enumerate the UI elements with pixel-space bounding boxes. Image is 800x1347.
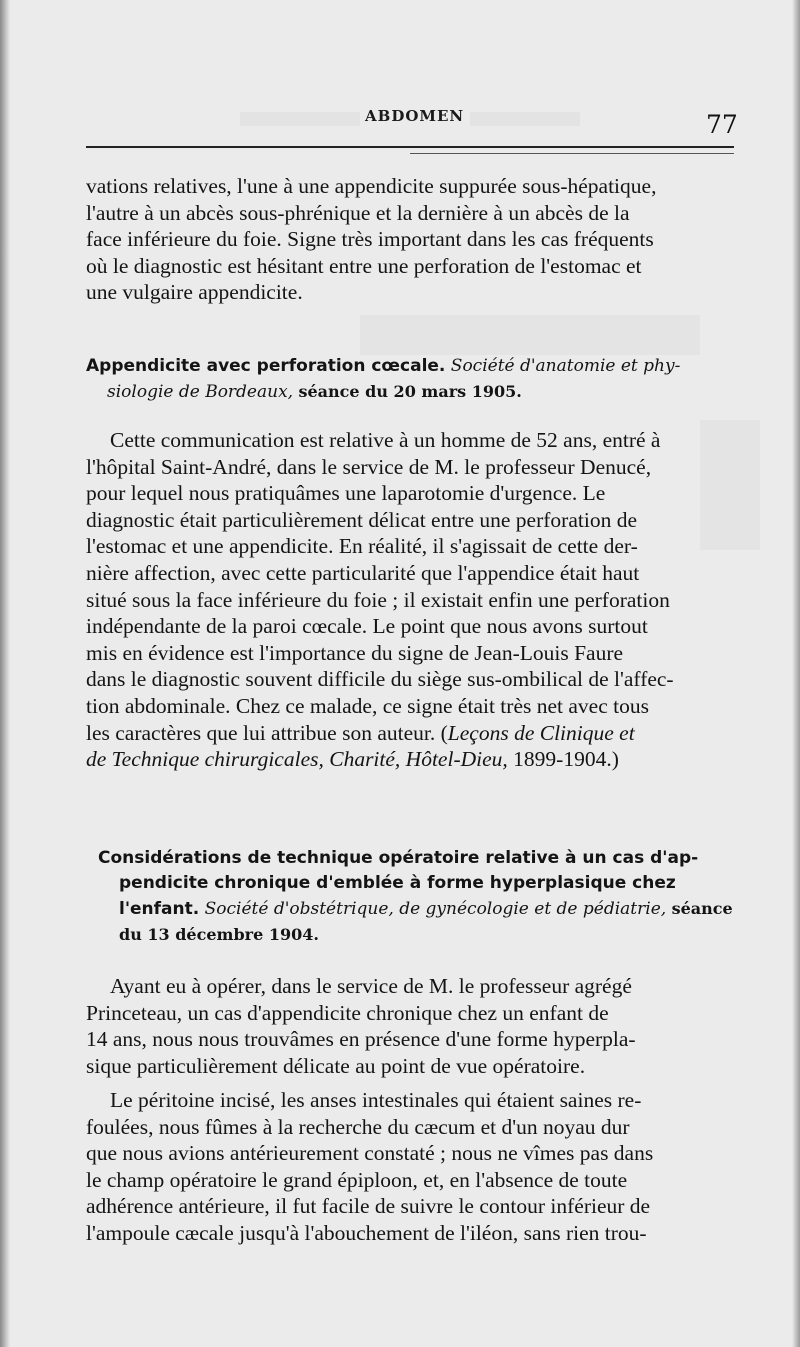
text-line: où le diagnostic est hésitant entre une perforation de l'estomac et (86, 253, 642, 278)
paragraph-2 (86, 973, 740, 1079)
entry-title: pendicite chronique d'emblée à forme hyperplasique chez (119, 873, 676, 893)
text-line: que nous avions antérieurement constaté ; nous ne vîmes pas dans (86, 1141, 654, 1166)
text-line: Princeteau, un cas d'appendicite chronique chez un enfant de (86, 1000, 609, 1025)
text-line: adhérence antérieure, il fut facile de suivre le contour inférieur de (86, 1194, 651, 1219)
header-rule-thin (410, 153, 734, 154)
paragraph-3 (86, 1087, 740, 1247)
text-line: dans le diagnostic souvent difficile du siège sus-ombilical de l'affec- (86, 667, 674, 692)
entry-source: siologie de Bordeaux, (107, 382, 294, 402)
header-rule (86, 146, 734, 148)
show-through-mark (470, 112, 580, 126)
bibliography-entry-2 (86, 846, 746, 948)
entry-source: Société d'anatomie et phy- (450, 356, 681, 376)
text-line: face inférieure du foie. Signe très important dans les cas fréquents (86, 227, 654, 252)
text-line: Le péritoine incisé, les anses intestinales qui étaient saines re- (110, 1088, 642, 1112)
text-line: Cette communication est relative à un homme de 52 ans, entré à (110, 428, 661, 452)
text-line: l'estomac et une appendicite. En réalité, il s'agissait de cette der- (86, 534, 638, 559)
bibliography-entry-1 (86, 354, 746, 405)
entry-date: séance du 20 mars 1905. (298, 382, 522, 401)
text-line: tion abdominale. Chez ce malade, ce signe était très net avec tous (86, 693, 649, 718)
text-line: le champ opératoire le grand épiploon, et, en l'absence de toute (86, 1167, 628, 1192)
citation-text: Leçons de Clinique et (447, 720, 635, 745)
text-line: pour lequel nous pratiquâmes une laparotomie d'urgence. Le (86, 481, 606, 506)
page-number: 77 (706, 110, 738, 139)
intro-paragraph (86, 173, 740, 306)
text-line: sique particulièrement délicate au point de vue opératoire. (86, 1053, 586, 1078)
text-line: Ayant eu à opérer, dans le service de M. le professeur agrégé (110, 974, 632, 998)
entry-title: Considérations de technique opératoire relative à un cas d'ap- (98, 848, 699, 868)
text-line: l'ampoule cæcale jusqu'à l'abouchement de l'iléon, sans rien trou- (86, 1220, 647, 1245)
text-line: indépendante de la paroi cœcale. Le point que nous avons surtout (86, 614, 648, 639)
entry-source: Société d'obstétrique, de gynécologie et de pédiatrie, (204, 899, 667, 919)
text-line: l'hôpital Saint-André, dans le service de M. le professeur Denucé, (86, 454, 652, 479)
text-line: foulées, nous fûmes à la recherche du cæcum et d'un noyau dur (86, 1114, 630, 1139)
text-line: les caractères que lui attribue son auteur. (86, 720, 436, 745)
text-line: mis en évidence est l'importance du signe de Jean-Louis Faure (86, 640, 624, 665)
text-line: diagnostic était particulièrement délicat entre une perforation de (86, 507, 637, 532)
text-line: 14 ans, nous nous trouvâmes en présence d'une forme hyperpla- (86, 1027, 636, 1052)
entry-title: l'enfant. (119, 899, 200, 919)
citation-years: 1899-1904.) (513, 747, 619, 772)
text-line: l'autre à un abcès sous-phrénique et la dernière à un abcès de la (86, 200, 630, 225)
page-edge-shadow-right (792, 0, 800, 1347)
citation-open: ( (440, 720, 448, 745)
text-line: situé sous la face inférieure du foie ; il existait enfin une perforation (86, 587, 670, 612)
text-line: vations relatives, l'une à une appendicite suppurée sous-hépatique, (86, 174, 657, 198)
show-through-mark (360, 315, 700, 355)
text-line: nière affection, avec cette particularité que l'appendice était haut (86, 560, 640, 585)
citation-text: de Technique chirurgicales, Charité, Hôtel-Dieu, (86, 747, 508, 772)
text-line: une vulgaire appendicite. (86, 280, 303, 305)
paragraph-1 (86, 427, 740, 773)
entry-date: du 13 décembre 1904. (119, 925, 319, 944)
entry-date: séance (671, 899, 733, 918)
page-edge-shadow-left (0, 0, 10, 1347)
entry-title: Appendicite avec perforation cœcale. (86, 356, 446, 376)
show-through-mark (240, 112, 360, 126)
running-head: ABDOMEN (365, 107, 465, 125)
